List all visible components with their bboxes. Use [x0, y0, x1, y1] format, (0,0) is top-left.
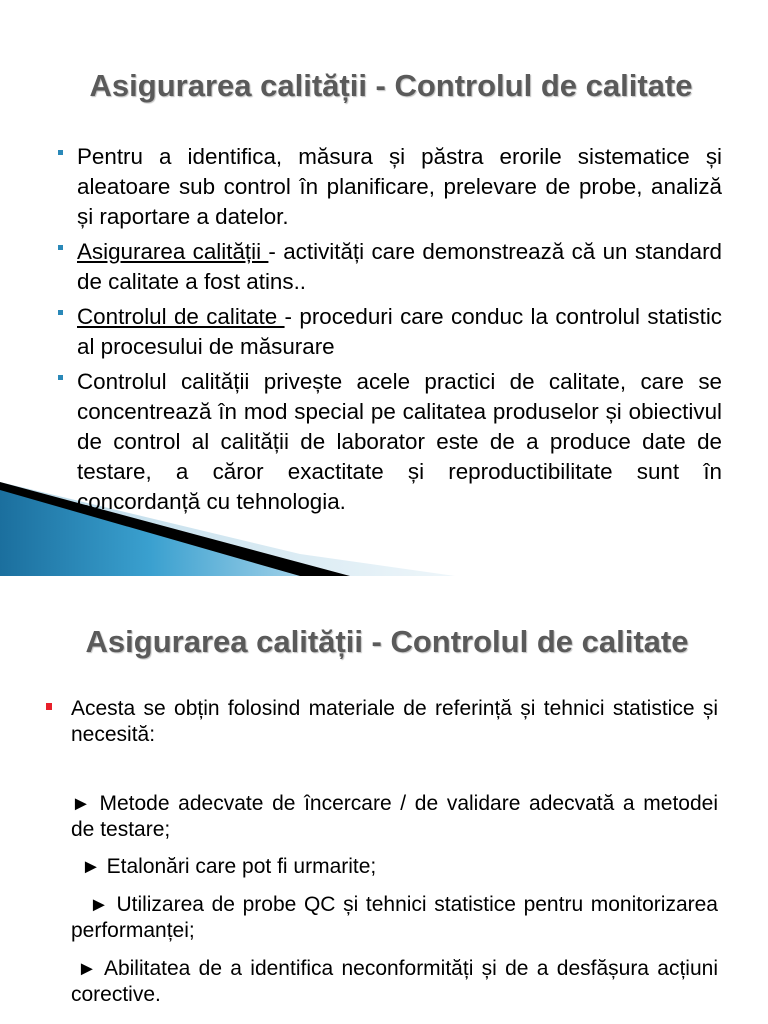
bullet-marker-icon — [58, 375, 63, 380]
list-item — [77, 142, 722, 232]
arrow-icon: ► — [77, 958, 97, 980]
slide-1-title: Asigurarea calității - Controlul de calitate — [89, 68, 693, 103]
requirement-item — [71, 854, 718, 880]
term-quality-assurance: Asigurarea calității — [77, 239, 269, 264]
bullet-text: Acesta se obțin folosind materiale de referință și tehnici statistice și necesită: — [71, 697, 718, 746]
slide-2-title: Asigurarea calității - Controlul de calitate — [85, 624, 689, 659]
bullet-text: Pentru a identifica, măsura și păstra erorile sistematice și aleatoare sub control în planificare, prelevare de probe, analiză și raportare a datelor. — [77, 144, 722, 229]
bullet-text: Controlul calității privește acele practici de calitate, care se concentrează în mod special pe calitatea produselor și obiectivul de control al calității de laborator este de a produce date de testare, a căror exactitate și reproductibilitate sunt în concordanță cu tehnologia. — [77, 369, 722, 514]
arrow-icon: ► — [81, 856, 101, 878]
bullet-marker-icon — [46, 703, 52, 710]
list-item — [77, 237, 722, 297]
bullet-marker-icon — [58, 310, 63, 315]
requirement-text: Etalonări care pot fi urmarite; — [106, 855, 377, 878]
slide-2-bullet-list — [71, 696, 718, 753]
slide-1-bullet-list — [77, 142, 722, 522]
requirement-text: Metode adecvate de încercare / de validare adecvată a metodei de testare; — [71, 792, 718, 841]
list-item — [77, 367, 722, 517]
term-quality-control: Controlul de calitate — [77, 304, 285, 329]
bullet-text: - activități care demonstrează că un standard de calitate a fost atins.. — [77, 239, 722, 294]
requirement-item — [71, 956, 718, 1008]
bullet-marker-icon — [58, 245, 63, 250]
bullet-text: - proceduri care conduc la controlul statistic al procesului de măsurare — [77, 304, 722, 359]
requirement-text: Abilitatea de a identifica neconformități și de a desfășura acțiuni corective. — [71, 957, 718, 1006]
arrow-icon: ► — [71, 793, 91, 815]
bullet-marker-icon — [58, 150, 63, 155]
list-item — [71, 696, 718, 748]
slide-2 — [0, 596, 768, 1024]
arrow-icon: ► — [89, 894, 109, 916]
list-item — [77, 302, 722, 362]
requirement-text: Utilizarea de probe QC și tehnici statistice pentru monitorizarea performanței; — [71, 893, 718, 942]
requirement-item — [71, 892, 718, 944]
requirement-item — [71, 791, 718, 843]
